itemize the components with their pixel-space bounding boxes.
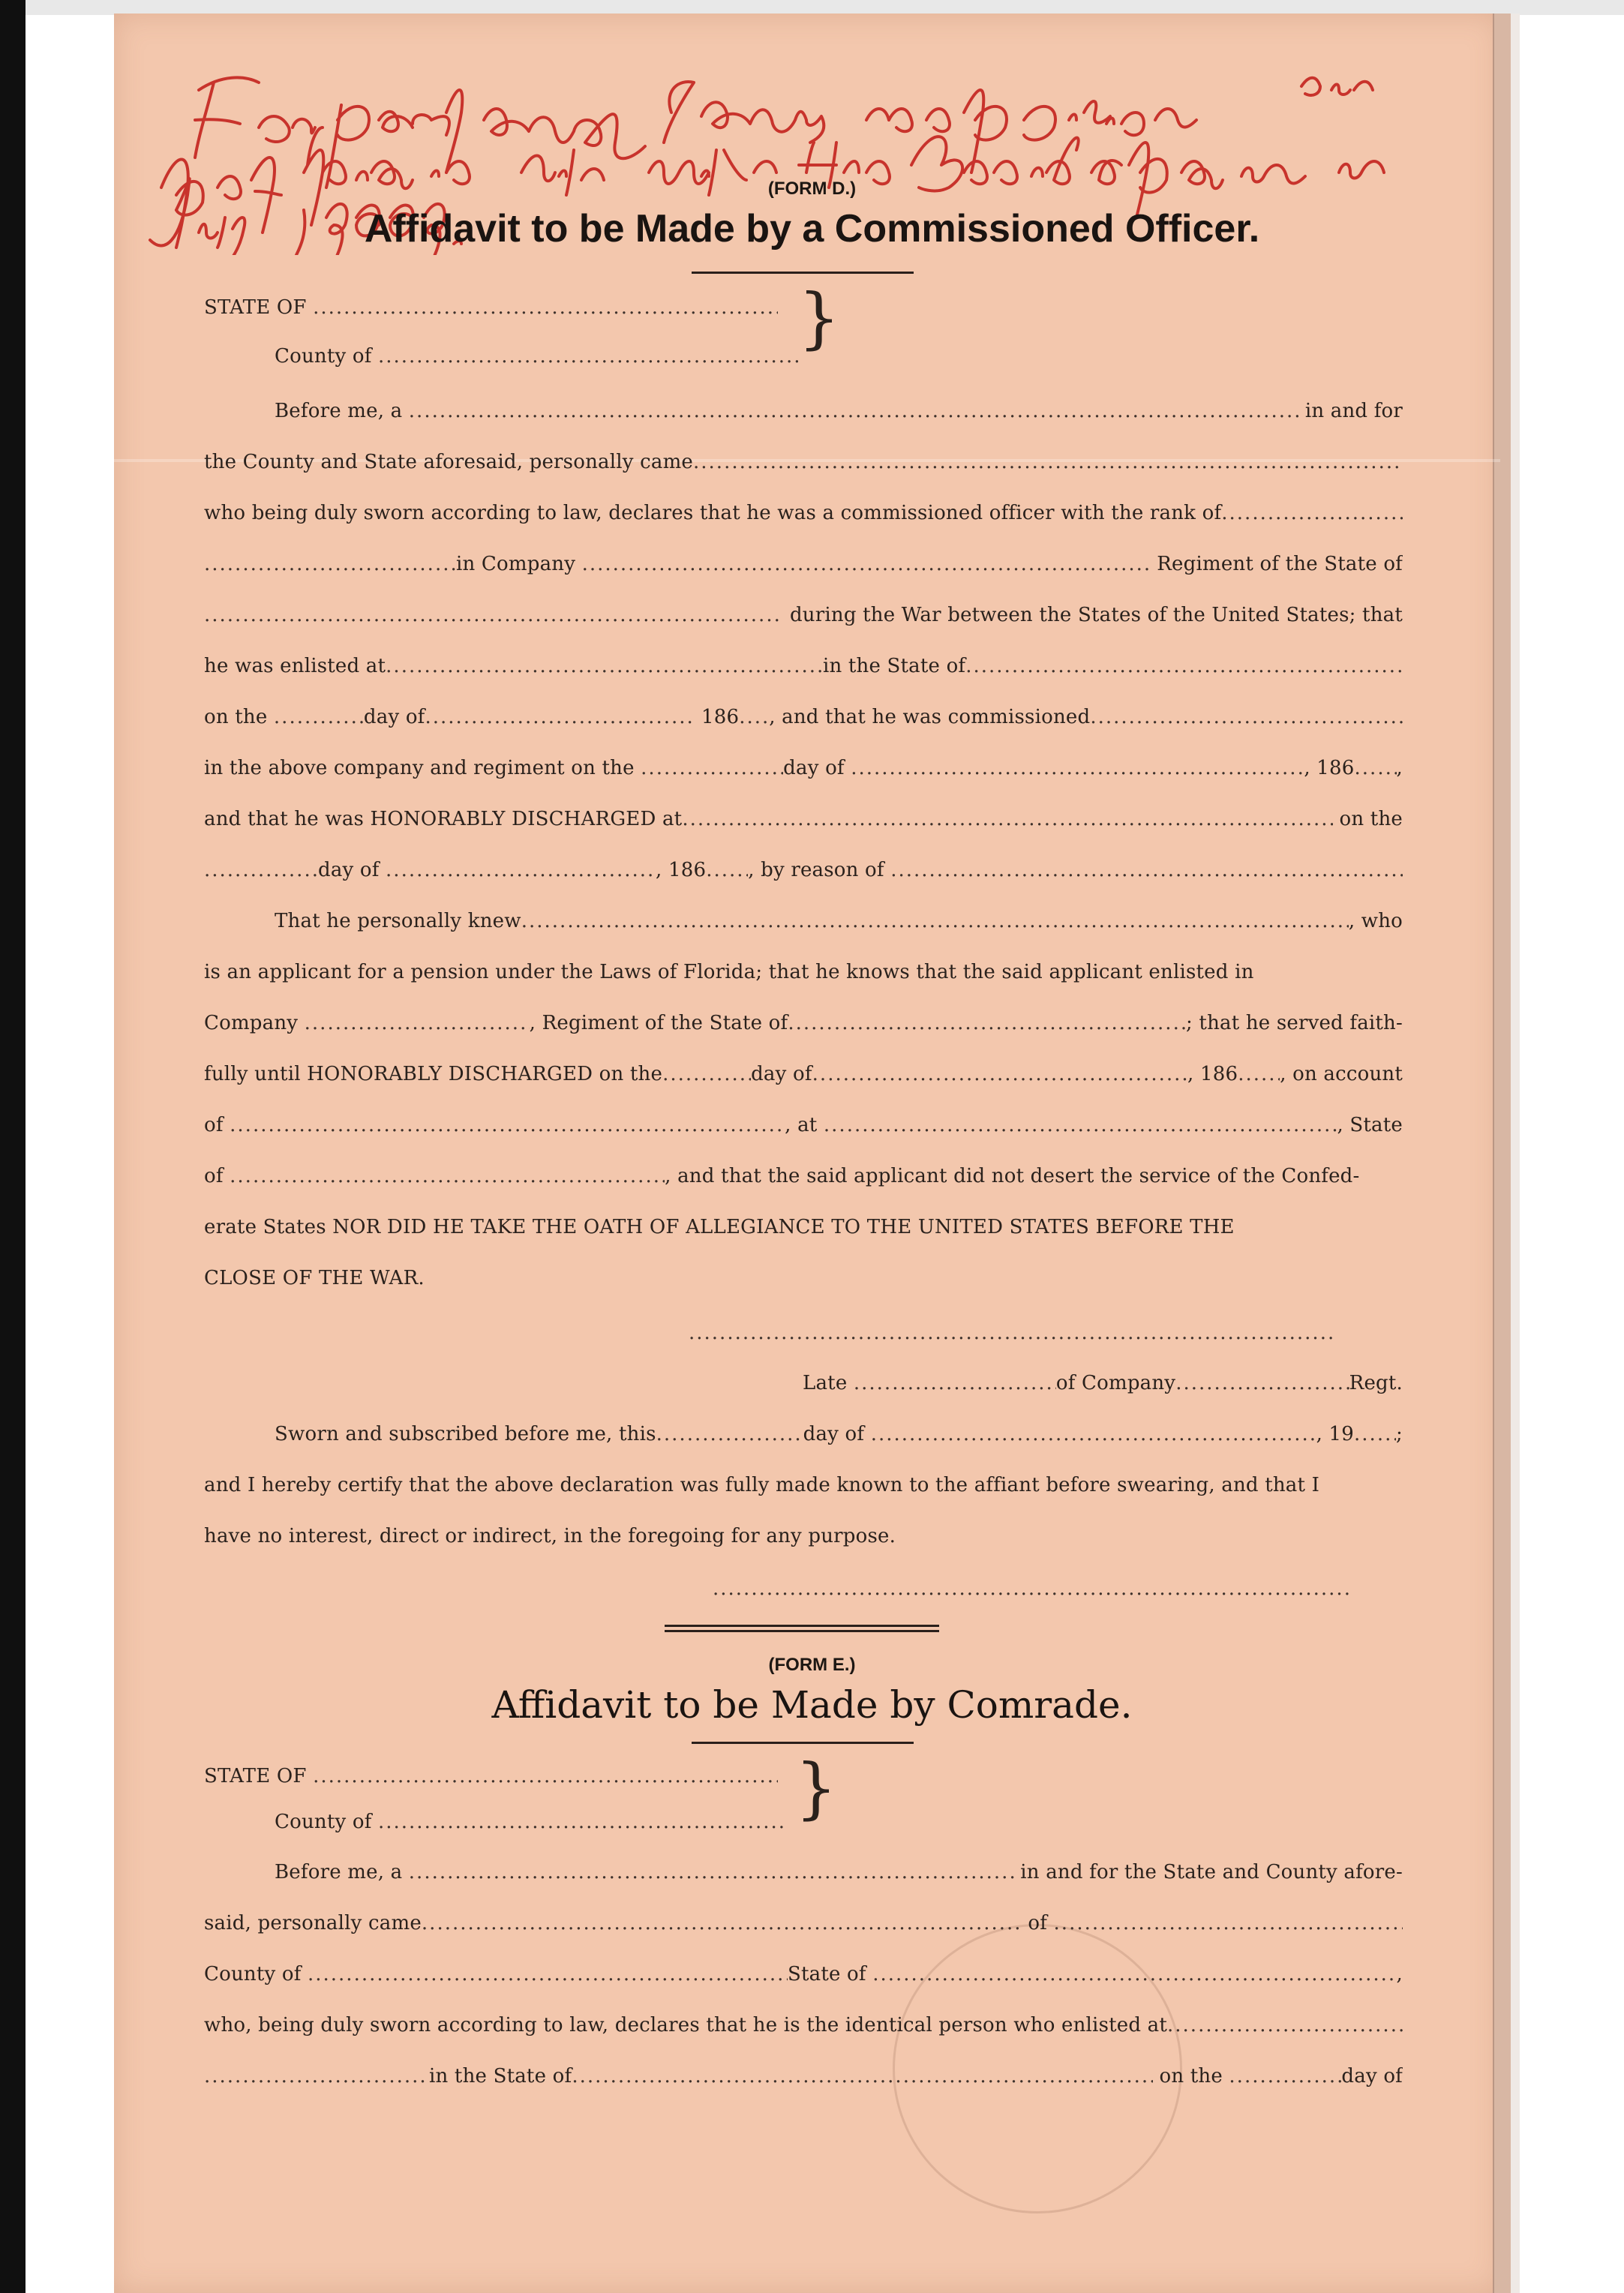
page-outer-edge	[1511, 14, 1520, 2293]
form-e-comrade-of-blank[interactable]	[1054, 1912, 1403, 1934]
form-e-county-blank[interactable]	[308, 1963, 788, 1985]
certify-line-2: have no interest, direct or indirect, in the foregoing for any purpose.	[204, 1525, 896, 1547]
sworn-day-blank[interactable]	[656, 1423, 803, 1445]
form-d-line-6: he was enlisted at ..... in the State of .....	[204, 655, 1403, 677]
state-of-blank[interactable]	[313, 296, 778, 319]
discharged-at-blank[interactable]	[682, 808, 1333, 830]
form-d-line-15: of ..... , at ..... , State	[204, 1114, 1403, 1136]
form-e-bracket-brace: }	[795, 1749, 837, 1826]
section-divider	[665, 1625, 939, 1632]
affiant-name-blank[interactable]	[693, 451, 1403, 473]
discharge-month-blank[interactable]	[386, 859, 656, 881]
form-d-line-16: of ..... , and that the said applicant did not desert the service of the Confed-	[204, 1165, 1403, 1187]
enlisted-at-blank[interactable]	[386, 655, 823, 677]
applicant-company-blank[interactable]	[305, 1012, 530, 1034]
commission-year-blank[interactable]	[1355, 757, 1397, 779]
rank-continued-blank[interactable]	[204, 553, 456, 575]
form-e-line-2: said, personally came ..... of .....	[204, 1912, 1403, 1934]
form-d-line-2: the County and State aforesaid, personally came .....	[204, 451, 1403, 473]
applicant-name-blank[interactable]	[521, 910, 1349, 932]
form-e-enlist-day-blank[interactable]	[1229, 2065, 1341, 2087]
form-e-comrade-name-blank[interactable]	[422, 1912, 1022, 1934]
late-of-company-line: Late ..... of Company ..... Regt.	[803, 1372, 1403, 1394]
form-d-line-18: CLOSE OF THE WAR.	[204, 1267, 425, 1289]
county-of-field: County of .....	[275, 345, 1473, 368]
commission-month-blank[interactable]	[851, 757, 1304, 779]
discharge-reason-blank[interactable]	[890, 859, 1403, 881]
form-e-county-of-blank[interactable]	[378, 1811, 783, 1833]
form-e-line-1: Before me, a ..... in and for the State and County afore-	[275, 1861, 1403, 1883]
sworn-year-blank[interactable]	[1354, 1423, 1396, 1445]
form-d-line-12: is an applicant for a pension under the Laws of Florida; that he knows that the said applicant enlisted in	[204, 961, 1254, 983]
notary-signature-blank[interactable]	[713, 1577, 1350, 1600]
late-company-blank[interactable]	[1175, 1372, 1349, 1394]
applicant-discharge-day-blank[interactable]	[662, 1063, 751, 1085]
form-d-line-13: Company ..... , Regiment of the State of ..... ; that he served faith-	[204, 1012, 1403, 1034]
enlist-day-blank[interactable]	[274, 706, 364, 728]
form-d-line-14: fully until HONORABLY DISCHARGED on the ..... day of ..... , 186 ..... , on account	[204, 1063, 1403, 1085]
discharge-year-blank[interactable]	[706, 859, 748, 881]
form-e-line-5: ..... in the State of ..... on the ..... day of	[204, 2065, 1403, 2087]
discharge-day-blank[interactable]	[204, 859, 318, 881]
form-d-line-11: That he personally knew ..... , who	[275, 910, 1403, 932]
late-rank-blank[interactable]	[854, 1372, 1056, 1394]
company-blank[interactable]	[582, 553, 1151, 575]
form-e-officer-title-blank[interactable]	[409, 1861, 1014, 1883]
form-e-state-of-blank[interactable]	[313, 1765, 778, 1787]
sworn-line: Sworn and subscribed before me, this ..... day of ..... , 19 ..... ;	[275, 1423, 1403, 1445]
officer-signature-blank[interactable]	[689, 1322, 1334, 1344]
applicant-place-blank[interactable]	[824, 1114, 1337, 1136]
form-d-line-9: and that he was HONORABLY DISCHARGED at ..... on the	[204, 808, 1403, 830]
applicant-discharge-year-blank[interactable]	[1238, 1063, 1280, 1085]
title-underline	[692, 272, 914, 274]
regiment-state-blank[interactable]	[204, 604, 783, 626]
enlist-month-blank[interactable]	[425, 706, 695, 728]
county-of-blank[interactable]	[378, 345, 798, 368]
scanner-left-border	[0, 0, 26, 2293]
form-e-enlisted-state-blank[interactable]	[572, 2065, 1153, 2087]
state-of-field: STATE OF .....	[204, 296, 1403, 319]
form-d-line-1: Before me, a ..... in and for	[275, 400, 1403, 422]
form-d-line-5: ..... during the War between the States of the United States; that	[204, 604, 1403, 626]
sworn-month-blank[interactable]	[871, 1423, 1316, 1445]
form-d-label: (FORM D.)	[767, 179, 857, 199]
form-d-line-3: who being duly sworn according to law, declares that he was a commissioned officer with the rank of .....	[204, 502, 1403, 524]
form-d-line-4: ..... in Company ..... Regiment of the State of	[204, 553, 1403, 575]
page-fold-edge	[1493, 14, 1512, 2293]
commission-day-blank[interactable]	[641, 757, 783, 779]
form-e-county-of-field: County of .....	[275, 1811, 1473, 1833]
form-e-state-blank[interactable]	[872, 1963, 1396, 1985]
form-e-line-3: County of ..... State of ..... ,	[204, 1963, 1403, 1985]
form-e-state-of-field: STATE OF .....	[204, 1765, 1403, 1787]
applicant-discharge-month-blank[interactable]	[812, 1063, 1187, 1085]
form-d-line-8: in the above company and regiment on the ..... day of ..... , 186 ..... ,	[204, 757, 1403, 779]
bracket-brace: }	[798, 279, 840, 356]
form-e-title-underline	[692, 1742, 914, 1744]
applicant-account-blank[interactable]	[230, 1114, 785, 1136]
officer-signature-line	[689, 1322, 1334, 1344]
enlist-year-blank[interactable]	[739, 706, 769, 728]
certify-line-1: and I hereby certify that the above declaration was fully made known to the affiant before swearing, and that I	[204, 1474, 1320, 1496]
commissioned-blank[interactable]	[1090, 706, 1403, 728]
form-d-line-10: ..... day of ..... , 186 ..... , by reason of .....	[204, 859, 1403, 881]
notary-signature-line	[713, 1577, 1350, 1600]
applicant-state-blank[interactable]	[230, 1165, 665, 1187]
form-e-line-4: who, being duly sworn according to law, declares that he is the identical person who enlisted at .....	[204, 2014, 1403, 2036]
form-d-line-17: erate States NOR DID HE TAKE THE OATH OF ALLEGIANCE TO THE UNITED STATES BEFORE THE	[204, 1216, 1235, 1238]
applicant-regiment-state-blank[interactable]	[788, 1012, 1186, 1034]
form-e-title: Affidavit to be Made by Comrade.	[491, 1683, 1133, 1727]
officer-title-blank[interactable]	[409, 400, 1299, 422]
form-e-enlisted-at-blank[interactable]	[1167, 2014, 1403, 2036]
enlisted-state-blank[interactable]	[965, 655, 1403, 677]
form-e-label: (FORM E.)	[768, 1655, 856, 1675]
rank-blank[interactable]	[1221, 502, 1403, 524]
form-d-title: Affidavit to be Made by a Commissioned Officer.	[364, 207, 1260, 251]
scanner-top-shadow	[26, 0, 1624, 15]
form-e-enlisted-place-blank[interactable]	[204, 2065, 429, 2087]
form-d-line-7: on the ..... day of ..... 186 ..... , and that he was commissioned .....	[204, 706, 1403, 728]
